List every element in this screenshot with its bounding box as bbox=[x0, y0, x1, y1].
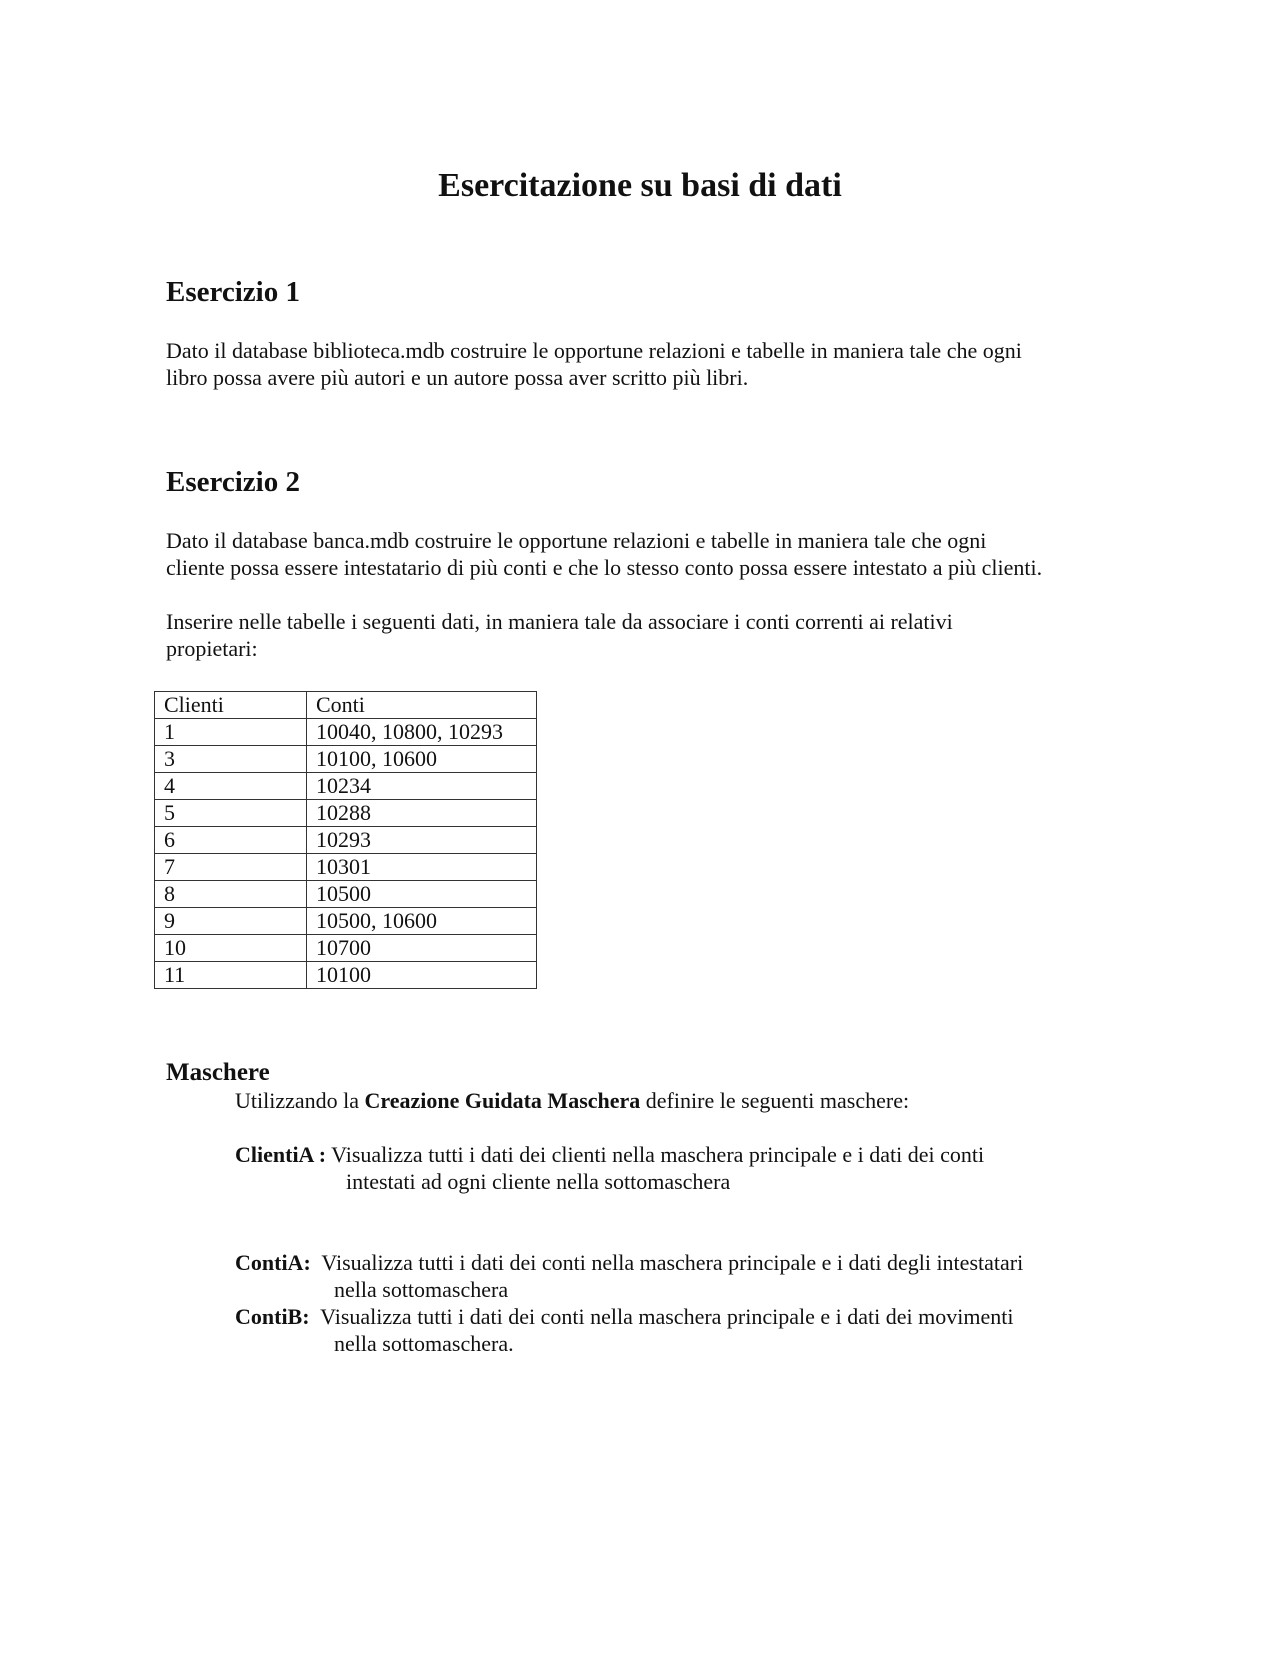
table-cell: 6 bbox=[155, 827, 307, 854]
insert-line: propietari: bbox=[166, 636, 258, 661]
table-cell: 8 bbox=[155, 881, 307, 908]
clientiA-line1 bbox=[235, 1141, 984, 1168]
table-row bbox=[155, 935, 537, 962]
table-cell: 10500, 10600 bbox=[307, 908, 537, 935]
table-cell: 10100 bbox=[307, 962, 537, 989]
exercise-1-text bbox=[166, 337, 1022, 391]
table-row bbox=[155, 854, 537, 881]
table-header-row bbox=[155, 692, 537, 719]
table-cell: 4 bbox=[155, 773, 307, 800]
clienti-conti-table bbox=[154, 691, 537, 989]
table-cell: 5 bbox=[155, 800, 307, 827]
exercise-2-text bbox=[166, 527, 1042, 581]
table-cell: 3 bbox=[155, 746, 307, 773]
clientiA-label: ClientiA : bbox=[235, 1142, 327, 1167]
maschere-intro-emphasis: Creazione Guidata Maschera bbox=[364, 1088, 641, 1113]
table-row bbox=[155, 800, 537, 827]
table-row bbox=[155, 962, 537, 989]
clientiA-desc: Visualizza tutti i dati dei clienti nella maschera principale e i dati dei conti bbox=[326, 1142, 985, 1167]
maschere-intro-text: Utilizzando la bbox=[235, 1088, 365, 1113]
contiA-line1 bbox=[235, 1249, 1023, 1276]
table-cell: 10234 bbox=[307, 773, 537, 800]
contiB-desc: Visualizza tutti i dati dei conti nella maschera principale e i dati dei movimenti bbox=[309, 1304, 1014, 1329]
table-cell: 10100, 10600 bbox=[307, 746, 537, 773]
table-row bbox=[155, 827, 537, 854]
table-cell: 10288 bbox=[307, 800, 537, 827]
maschere-heading: Maschere bbox=[166, 1059, 270, 1086]
table-cell: 10293 bbox=[307, 827, 537, 854]
table-cell: 1 bbox=[155, 719, 307, 746]
contiA-line2: nella sottomaschera bbox=[334, 1277, 509, 1302]
exercise-1-heading: Esercizio 1 bbox=[166, 276, 300, 308]
table-cell: 9 bbox=[155, 908, 307, 935]
contiA-label: ContiA: bbox=[235, 1250, 311, 1275]
table-row bbox=[155, 908, 537, 935]
page-title: Esercitazione su basi di dati bbox=[438, 167, 842, 204]
table-header-cell: Conti bbox=[307, 692, 537, 719]
table-row bbox=[155, 719, 537, 746]
contiB-label: ContiB: bbox=[235, 1304, 310, 1329]
exercise-1-line: Dato il database biblioteca.mdb costruire le opportune relazioni e tabelle in maniera tale che ogni bbox=[166, 338, 1022, 363]
table-cell: 7 bbox=[155, 854, 307, 881]
table-cell: 11 bbox=[155, 962, 307, 989]
exercise-2-line: cliente possa essere intestatario di più conti e che lo stesso conto possa essere intestato a più clienti. bbox=[166, 555, 1043, 580]
exercise-1-line: libro possa avere più autori e un autore possa aver scritto più libri. bbox=[166, 365, 749, 390]
table-cell: 10040, 10800, 10293 bbox=[307, 719, 537, 746]
table-cell: 10700 bbox=[307, 935, 537, 962]
table-cell: 10301 bbox=[307, 854, 537, 881]
contiA-desc: Visualizza tutti i dati dei conti nella maschera principale e i dati degli intestatari bbox=[310, 1250, 1024, 1275]
clientiA-line2: intestati ad ogni cliente nella sottomaschera bbox=[346, 1169, 731, 1194]
exercise-2-line: Dato il database banca.mdb costruire le opportune relazioni e tabelle in maniera tale che ogni bbox=[166, 528, 987, 553]
table-header-cell: Clienti bbox=[155, 692, 307, 719]
exercise-2-insert-text bbox=[166, 608, 953, 662]
table-row bbox=[155, 773, 537, 800]
table-row bbox=[155, 881, 537, 908]
insert-line: Inserire nelle tabelle i seguenti dati, in maniera tale da associare i conti correnti ai relativi bbox=[166, 609, 953, 634]
exercise-2-heading: Esercizio 2 bbox=[166, 466, 300, 498]
table-row bbox=[155, 746, 537, 773]
table-cell: 10 bbox=[155, 935, 307, 962]
contiB-line1 bbox=[235, 1303, 1013, 1330]
maschere-intro-text: definire le seguenti maschere: bbox=[640, 1088, 910, 1113]
table-cell: 10500 bbox=[307, 881, 537, 908]
maschere-intro bbox=[235, 1087, 909, 1114]
contiB-line2: nella sottomaschera. bbox=[334, 1331, 514, 1356]
